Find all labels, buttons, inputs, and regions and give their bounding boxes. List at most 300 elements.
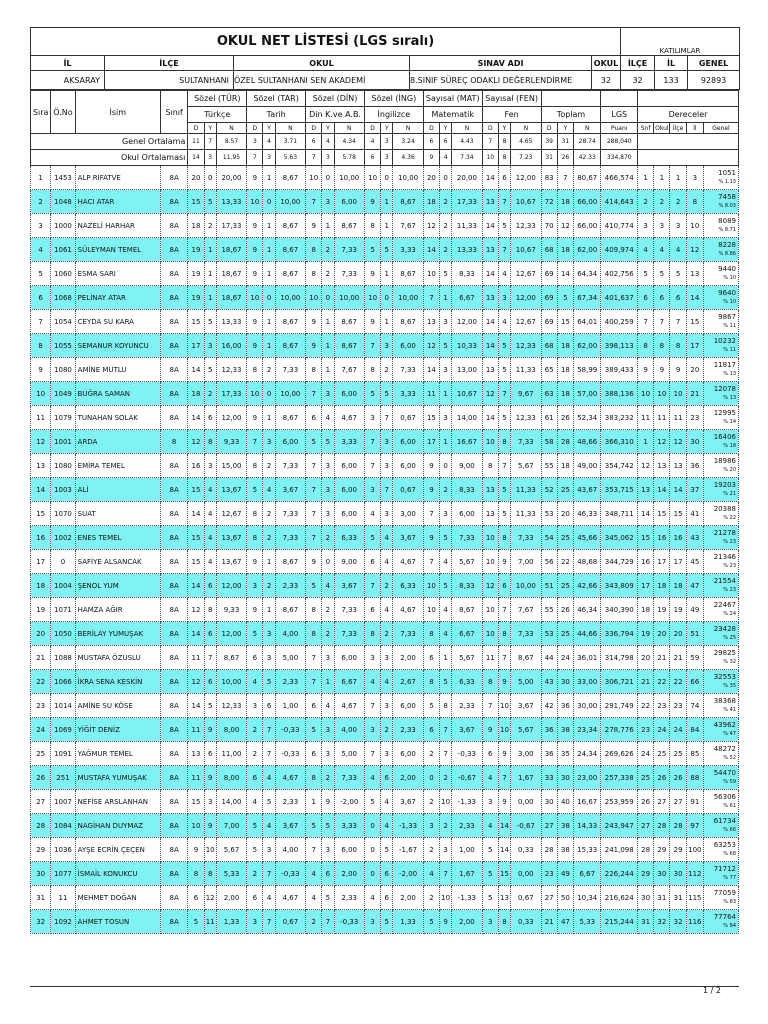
cell-score: 5 [322, 886, 334, 910]
cell-score: 8 [247, 454, 263, 478]
table-row[interactable] [31, 526, 739, 550]
cell-score: 0 [381, 166, 393, 190]
cell-score: 3,67 [334, 574, 364, 598]
table-row[interactable] [31, 478, 739, 502]
cell-isim: TUNAHAN SOLAK [75, 406, 160, 430]
cell-score: 1,67 [511, 766, 541, 790]
cell-score: 2,33 [275, 790, 305, 814]
cell-score: 27 [541, 814, 557, 838]
cell-score: 7 [306, 502, 322, 526]
dyn-header: N [275, 123, 305, 134]
cell-score: 3 [423, 814, 439, 838]
table-row[interactable] [31, 694, 739, 718]
cell-score: 68 [541, 334, 557, 358]
cell-score: 5 [364, 238, 380, 262]
cell-sira: 4 [31, 238, 51, 262]
cell-sira: 19 [31, 598, 51, 622]
cell-score: 68 [541, 238, 557, 262]
cell-score: 46,34 [574, 598, 601, 622]
cell-score: 4 [247, 670, 263, 694]
cell-rank-snf: 28 [638, 838, 654, 862]
cell-score: 2 [306, 910, 322, 934]
cell-score: 3 [440, 310, 452, 334]
cell-sira: 25 [31, 742, 51, 766]
cell-score: 6 [381, 886, 393, 910]
cell-lgs: 243,947 [601, 814, 638, 838]
cell-score: 8,67 [275, 310, 305, 334]
cell-rank-snf: 21 [638, 670, 654, 694]
table-row[interactable] [31, 214, 739, 238]
cell-score: 5 [306, 814, 322, 838]
table-row[interactable] [31, 550, 739, 574]
cell-rank-okul: 29 [654, 838, 670, 862]
cell-rank-genel [703, 862, 738, 886]
table-row[interactable] [31, 238, 739, 262]
cell-lgs: 401,637 [601, 286, 638, 310]
cell-score: 16 [188, 454, 204, 478]
cell-rank-genel [703, 622, 738, 646]
cell-rank-ilce: 13 [670, 454, 686, 478]
cell-rank-genel [703, 166, 738, 190]
cell-score: 3 [498, 286, 510, 310]
cell-score: 7 [306, 190, 322, 214]
genel-percentile: % 25 [723, 634, 736, 641]
cell-rank-okul: 26 [654, 766, 670, 790]
cell-score: 7,33 [452, 526, 482, 550]
genel-percentile: % 21 [723, 490, 736, 497]
cell-score: 10 [306, 166, 322, 190]
cell-rank-ilce: 22 [670, 670, 686, 694]
cell-score: 4 [498, 310, 510, 334]
table-row[interactable] [31, 502, 739, 526]
cell-score: 10,67 [452, 382, 482, 406]
cell-isim: ESMA SARI [75, 262, 160, 286]
cell-ono: 1068 [51, 286, 75, 310]
table-row[interactable] [31, 358, 739, 382]
cell-rank-snf: 5 [638, 262, 654, 286]
cell-rank-genel [703, 406, 738, 430]
cell-score: 2,00 [393, 646, 423, 670]
cell-score: 6,33 [452, 670, 482, 694]
table-row[interactable] [31, 406, 739, 430]
cell-sira: 6 [31, 286, 51, 310]
cell-score: 7 [306, 478, 322, 502]
cell-score: 23,00 [574, 766, 601, 790]
cell-score: 2 [263, 574, 275, 598]
cell-score: 7 [364, 574, 380, 598]
genel-percentile: % 8.71 [718, 226, 736, 233]
cell-score: 20,00 [216, 166, 246, 190]
cell-score: 5 [498, 478, 510, 502]
cell-score: 9 [247, 262, 263, 286]
table-row[interactable] [31, 166, 739, 190]
cell-score: 2 [322, 262, 334, 286]
cell-rank-ilce: 17 [670, 550, 686, 574]
cell-ono: 1049 [51, 382, 75, 406]
genel-rank-value: 9640 [718, 288, 736, 297]
cell-score: -1,33 [452, 886, 482, 910]
table-row[interactable] [31, 862, 739, 886]
dyn-header: Y [263, 123, 275, 134]
cell-score: 10 [204, 838, 216, 862]
cell-rank-okul: 10 [654, 382, 670, 406]
cell-rank-il: 41 [686, 502, 703, 526]
cell-score: 63 [541, 382, 557, 406]
cell-score: 12 [482, 382, 498, 406]
cell-lgs: 389,433 [601, 358, 638, 382]
table-row[interactable] [31, 334, 739, 358]
value-okul: ÖZEL SULTANHANI SEN AKADEMİ [234, 71, 410, 90]
cell-score: 13,67 [216, 478, 246, 502]
cell-score: 3 [263, 838, 275, 862]
cell-score: 4 [364, 886, 380, 910]
cell-score: 10 [482, 598, 498, 622]
table-row[interactable] [31, 622, 739, 646]
table-row[interactable] [31, 382, 739, 406]
cell-score: 9,00 [334, 550, 364, 574]
lgs-header: LGS [601, 107, 638, 123]
cell-score: 6,00 [334, 646, 364, 670]
cell-lgs: 336,794 [601, 622, 638, 646]
cell-score: 1 [322, 214, 334, 238]
genel-percentile: % 8.86 [718, 250, 736, 257]
dyn-header: N [574, 123, 601, 134]
cell-score: 6,67 [574, 862, 601, 886]
cell-rank-okul: 11 [654, 406, 670, 430]
cell-score: 5 [557, 286, 573, 310]
cell-rank-il: 23 [686, 406, 703, 430]
cell-rank-okul: 12 [654, 430, 670, 454]
cell-rank-il: 88 [686, 766, 703, 790]
cell-score: 4 [498, 262, 510, 286]
cell-score: 14,33 [574, 814, 601, 838]
genel-percentile: % 47 [723, 730, 736, 737]
cell-score: 43,67 [574, 478, 601, 502]
cell-score: 7,33 [334, 622, 364, 646]
cell-score: 5 [423, 694, 439, 718]
cell-ono: 1069 [51, 718, 75, 742]
genel-rank-value: 43962 [713, 720, 736, 729]
cell-score: 8 [364, 358, 380, 382]
cell-score: 10,34 [574, 886, 601, 910]
genel-rank-value: 71712 [713, 864, 736, 873]
cell-sinif: 8A [160, 718, 187, 742]
cell-score: 10 [482, 526, 498, 550]
table-row[interactable] [31, 838, 739, 862]
table-row[interactable] [31, 598, 739, 622]
cell-rank-okul: 14 [654, 478, 670, 502]
cell-ono: 1061 [51, 238, 75, 262]
cell-score: 10 [423, 574, 439, 598]
cell-score: 64,01 [574, 310, 601, 334]
cell-rank-genel [703, 550, 738, 574]
cell-rank-il: 84 [686, 718, 703, 742]
cell-sinif: 8A [160, 550, 187, 574]
table-row[interactable] [31, 742, 739, 766]
cell-score: 4,67 [393, 550, 423, 574]
cell-score: 5 [440, 670, 452, 694]
table-row[interactable] [31, 262, 739, 286]
cell-score: -1,67 [393, 838, 423, 862]
table-row[interactable] [31, 430, 739, 454]
cell-score: 9 [482, 718, 498, 742]
cell-score: 2,00 [393, 886, 423, 910]
cell-score: 6,67 [334, 670, 364, 694]
cell-score: -0,33 [275, 742, 305, 766]
table-row[interactable] [31, 574, 739, 598]
genel-rank-value: 10232 [713, 336, 736, 345]
genel-rank-value: 8089 [718, 216, 736, 225]
cell-rank-okul: 23 [654, 694, 670, 718]
cell-score: 4,67 [334, 694, 364, 718]
cell-score: 9 [247, 166, 263, 190]
cell-rank-genel [703, 238, 738, 262]
cell-score: 5,67 [511, 718, 541, 742]
cell-sira: 11 [31, 406, 51, 430]
cell-lgs: 388,136 [601, 382, 638, 406]
cell-score: 4 [322, 574, 334, 598]
cell-rank-okul: 31 [654, 886, 670, 910]
cell-score: 6,33 [334, 526, 364, 550]
cell-score: 3 [322, 190, 334, 214]
cell-rank-ilce: 5 [670, 262, 686, 286]
cell-rank-okul: 6 [654, 286, 670, 310]
cell-score: 1 [263, 238, 275, 262]
cell-score: 4,00 [275, 838, 305, 862]
cell-score: 52 [541, 478, 557, 502]
cell-score: 8,67 [511, 646, 541, 670]
cell-score: 10,67 [511, 238, 541, 262]
table-row[interactable] [31, 814, 739, 838]
cell-score: 51 [541, 574, 557, 598]
cell-isim: MUSTAFA YUMUŞAK [75, 766, 160, 790]
cell-score: 1,00 [275, 694, 305, 718]
cell-score: 3,33 [393, 238, 423, 262]
cell-rank-snf: 29 [638, 862, 654, 886]
cell-score: 20 [423, 166, 439, 190]
dyn-header: D [306, 123, 322, 134]
cell-score: 6,33 [393, 574, 423, 598]
genel-rank-value: 21278 [713, 528, 736, 537]
cell-rank-genel [703, 190, 738, 214]
cell-score: 8 [423, 670, 439, 694]
cell-score: 6 [204, 574, 216, 598]
cell-score: 1 [263, 214, 275, 238]
dyn-header: Y [498, 123, 510, 134]
report-title: OKUL NET LİSTESİ (LGS sıralı) [31, 28, 621, 56]
dyn-header: D [188, 123, 204, 134]
cell-rank-genel [703, 214, 738, 238]
cell-score: 13 [188, 742, 204, 766]
cell-score: 12,67 [216, 502, 246, 526]
toplam-spacer [541, 91, 601, 107]
cell-score: 8 [440, 694, 452, 718]
cell-sira: 15 [31, 502, 51, 526]
cell-score: 0,67 [275, 910, 305, 934]
cell-lgs: 241,098 [601, 838, 638, 862]
cell-score: 2 [322, 766, 334, 790]
cell-score: 4,00 [275, 622, 305, 646]
average-value: 4 [364, 134, 380, 150]
cell-score: 6,00 [275, 430, 305, 454]
cell-score: 14 [482, 334, 498, 358]
cell-isim: NEFİSE ARSLANHAN [75, 790, 160, 814]
cell-rank-genel [703, 262, 738, 286]
cell-rank-genel [703, 718, 738, 742]
cell-score: 4 [364, 502, 380, 526]
cell-rank-genel [703, 502, 738, 526]
cell-score: 4 [204, 478, 216, 502]
cell-score: 57,00 [574, 382, 601, 406]
cell-score: 3 [482, 790, 498, 814]
cell-sira: 17 [31, 550, 51, 574]
average-row [31, 150, 739, 166]
cell-score: 11,33 [452, 214, 482, 238]
cell-lgs: 257,338 [601, 766, 638, 790]
cell-sinif: 8A [160, 502, 187, 526]
subject-header: Fen [482, 107, 541, 123]
cell-score: 1 [204, 286, 216, 310]
cell-score: 8 [247, 358, 263, 382]
cell-score: 7,33 [334, 766, 364, 790]
col-sinif-header: Sınıf [160, 91, 187, 134]
cell-score: 5 [247, 622, 263, 646]
dyn-header: D [247, 123, 263, 134]
cell-score: 4,67 [275, 766, 305, 790]
cell-rank-snf: 20 [638, 646, 654, 670]
cell-score: 3,67 [452, 718, 482, 742]
average-lgs: 288,040 [601, 134, 638, 150]
cell-score: 6 [381, 862, 393, 886]
cell-score: 4 [381, 790, 393, 814]
cell-score: 7 [306, 838, 322, 862]
genel-percentile: % 13 [723, 370, 736, 377]
cell-sinif: 8A [160, 622, 187, 646]
cell-score: 6,00 [393, 334, 423, 358]
cell-isim: AMİNE SU KÖSE [75, 694, 160, 718]
table-row[interactable] [31, 910, 739, 934]
cell-score: 12,00 [511, 166, 541, 190]
cell-lgs: 410,774 [601, 214, 638, 238]
subject-header: Türkçe [188, 107, 247, 123]
dyn-header: D [541, 123, 557, 134]
cell-score: 14 [188, 622, 204, 646]
cell-sira: 21 [31, 646, 51, 670]
table-row[interactable] [31, 790, 739, 814]
dyn-header: Y [381, 123, 393, 134]
table-row[interactable] [31, 766, 739, 790]
table-row[interactable] [31, 718, 739, 742]
cell-rank-genel [703, 766, 738, 790]
cell-sira: 16 [31, 526, 51, 550]
cell-score: 12 [188, 598, 204, 622]
cell-score: 6 [306, 742, 322, 766]
cell-rank-ilce: 20 [670, 622, 686, 646]
cell-sira: 18 [31, 574, 51, 598]
cell-score: 5 [381, 382, 393, 406]
table-row[interactable] [31, 286, 739, 310]
cell-score: 7 [440, 718, 452, 742]
cell-score: 33 [541, 766, 557, 790]
cell-score: 10,67 [511, 190, 541, 214]
cell-rank-okul: 19 [654, 598, 670, 622]
cell-score: 10,00 [275, 382, 305, 406]
cell-rank-snf: 10 [638, 382, 654, 406]
cell-isim: MUSTAFA ÖZUSLU [75, 646, 160, 670]
table-row[interactable] [31, 886, 739, 910]
average-value: 4 [263, 134, 275, 150]
cell-score: 3 [204, 334, 216, 358]
table-row[interactable] [31, 646, 739, 670]
cell-score: 14,00 [216, 790, 246, 814]
cell-rank-snf: 27 [638, 814, 654, 838]
cell-ono: 1014 [51, 694, 75, 718]
cell-score: 7 [263, 910, 275, 934]
average-value: 31 [557, 134, 573, 150]
rank-header: Genel [703, 123, 738, 134]
cell-lgs: 306,721 [601, 670, 638, 694]
cell-score: 72 [541, 190, 557, 214]
cell-score: 5,00 [511, 670, 541, 694]
cell-score: 10 [498, 694, 510, 718]
dereceler-header: Dereceler [638, 107, 739, 123]
cell-score: 3,67 [393, 790, 423, 814]
cell-score: 49,00 [574, 454, 601, 478]
cell-sira: 29 [31, 838, 51, 862]
cell-score: 7,33 [334, 238, 364, 262]
table-row[interactable] [31, 670, 739, 694]
subject-header: Toplam [541, 107, 601, 123]
table-row[interactable] [31, 454, 739, 478]
cell-score: 6 [204, 406, 216, 430]
cell-rank-il: 30 [686, 430, 703, 454]
average-value: 3 [381, 150, 393, 166]
cell-score: 3 [440, 838, 452, 862]
cell-score: 3,33 [334, 430, 364, 454]
cell-score: 12,67 [511, 262, 541, 286]
cell-score: 15,00 [216, 454, 246, 478]
cell-rank-genel [703, 382, 738, 406]
header-il: İL [31, 56, 105, 71]
cell-score: 3 [381, 334, 393, 358]
cell-score: 8,67 [334, 214, 364, 238]
cell-score: 12,00 [511, 286, 541, 310]
genel-percentile: % 77 [723, 874, 736, 881]
cell-score: 10 [482, 430, 498, 454]
cell-score: 83 [541, 166, 557, 190]
table-row[interactable] [31, 190, 739, 214]
cell-rank-okul: 3 [654, 214, 670, 238]
cell-lgs: 466,574 [601, 166, 638, 190]
cell-score: 5,00 [275, 646, 305, 670]
table-row[interactable] [31, 310, 739, 334]
genel-percentile: % 41 [723, 706, 736, 713]
cell-rank-il: 43 [686, 526, 703, 550]
cell-score: 15 [188, 526, 204, 550]
cell-rank-genel [703, 790, 738, 814]
cell-score: 10,00 [334, 166, 364, 190]
cell-rank-ilce: 1 [670, 166, 686, 190]
cell-sira: 27 [31, 790, 51, 814]
genel-percentile: % 23 [723, 538, 736, 545]
cell-sira: 24 [31, 718, 51, 742]
cell-score: 6 [188, 886, 204, 910]
value-sinav: 8.SINIF SÜREÇ ODAKLI DEĞERLENDİRME [410, 71, 592, 90]
cell-score: 1 [440, 646, 452, 670]
cell-rank-ilce: 21 [670, 646, 686, 670]
cell-score: 8 [498, 430, 510, 454]
cell-score: 7 [263, 718, 275, 742]
